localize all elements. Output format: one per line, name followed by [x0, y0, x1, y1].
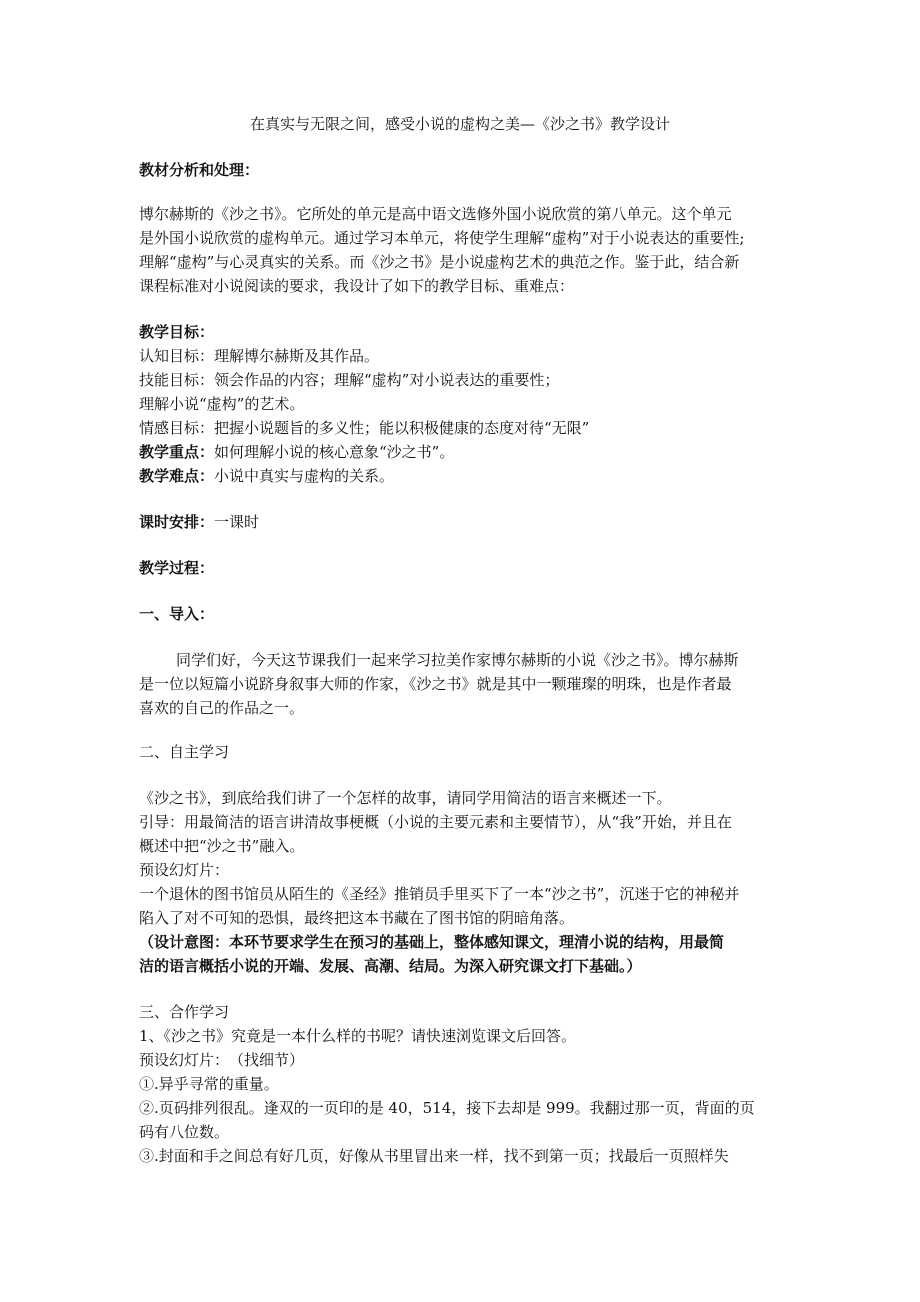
analysis-line-2: 是外国小说欣赏的虚构单元。通过学习本单元，将使学生理解“虚构”对于小说表达的重要性; [139, 229, 745, 247]
self-study-question: 《沙之书》，到底给我们讲了一个怎样的故事，请同学用简洁的语言来概述一下。 [139, 789, 672, 807]
self-study-guide-2: 概述中把“沙之书”融入。 [139, 837, 305, 855]
coop-item-3: ③.封面和手之间总有好几页，好像从书里冒出来一样，找不到第一页；找最后一页照样失 [139, 1147, 729, 1165]
intro-heading: 一、导入： [139, 605, 215, 623]
difficulty-label: 教学难点： [139, 467, 215, 485]
schedule-label: 课时安排： [139, 513, 215, 531]
self-study-slide-label: 预设幻灯片： [139, 861, 230, 879]
difficulty-text: 小说中真实与虚构的关系。 [214, 467, 395, 485]
analysis-heading: 教材分析和处理： [139, 161, 260, 179]
coop-item-2-line-2: 码有八位数。 [139, 1123, 230, 1141]
coop-heading: 三、合作学习 [139, 1003, 230, 1021]
design-intent-1: （设计意图：本环节要求学生在预习的基础上，整体感知课文，理清小说的结构，用最简 [139, 933, 725, 951]
self-study-slide-2: 陷入了对不可知的恐惧，最终把这本书藏在了图书馆的阴暗角落。 [139, 909, 575, 927]
goal-cognitive: 认知目标：理解博尔赫斯及其作品。 [139, 347, 380, 365]
goal-emotion: 情感目标：把握小说题旨的多义性；能以积极健康的态度对待“无限” [139, 419, 590, 437]
design-intent-2: 洁的语言概括小说的开端、发展、高潮、结局。为深入研究课文打下基础。） [139, 957, 642, 975]
intro-line-1: 同学们好，今天这节课我们一起来学习拉美作家博尔赫斯的小说《沙之书》。博尔赫斯 [176, 651, 739, 669]
schedule [139, 511, 259, 533]
analysis-line-3: 理解“虚构”与心灵真实的关系。而《沙之书》是小说虚构艺术的典范之作。鉴于此，结合新 [139, 253, 740, 271]
coop-question-1: 1、《沙之书》究竟是一本什么样的书呢？请快速浏览课文后回答。 [139, 1027, 577, 1045]
coop-item-2-line-1: ②.页码排列很乱。逢双的一页印的是 40，514，接下去却是 999。我翻过那一页，背面的页 [139, 1099, 755, 1117]
goal-skill-1: 技能目标：领会作品的内容；理解“虚构”对小说表达的重要性； [139, 371, 560, 389]
intro-line-3: 喜欢的自己的作品之一。 [139, 699, 305, 717]
key-text: 如何理解小说的核心意象“沙之书”。 [214, 443, 455, 461]
goal-difficulty [139, 465, 394, 487]
self-study-guide-1: 引导：用最简洁的语言讲清故事梗概（小说的主要元素和主要情节），从“我”开始，并且在 [139, 813, 732, 831]
document-title: 在真实与无限之间，感受小说的虚构之美—《沙之书》教学设计 [250, 115, 671, 133]
coop-item-1: ①.异乎寻常的重量。 [139, 1075, 279, 1093]
self-study-slide-1: 一个退休的图书馆员从陌生的《圣经》推销员手里买下了一本“沙之书”，沉迷于它的神秘并 [139, 885, 740, 903]
analysis-line-1: 博尔赫斯的《沙之书》。它所处的单元是高中语文选修外国小说欣赏的第八单元。这个单元 [139, 205, 732, 223]
intro-line-2: 是一位以短篇小说跻身叙事大师的作家，《沙之书》就是其中一颗璀璨的明珠，也是作者最 [139, 675, 732, 693]
analysis-line-4: 课程标准对小说阅读的要求，我设计了如下的教学目标、重难点： [139, 277, 575, 295]
self-study-heading: 二、自主学习 [139, 743, 230, 761]
schedule-text: 一课时 [214, 513, 260, 531]
goal-key [139, 441, 454, 463]
goals-heading: 教学目标： [139, 323, 215, 341]
key-label: 教学重点： [139, 443, 215, 461]
goal-skill-2: 理解小说“虚构”的艺术。 [139, 395, 305, 413]
process-heading: 教学过程： [139, 559, 215, 577]
coop-slide-label: 预设幻灯片： （找细节） [139, 1051, 305, 1069]
